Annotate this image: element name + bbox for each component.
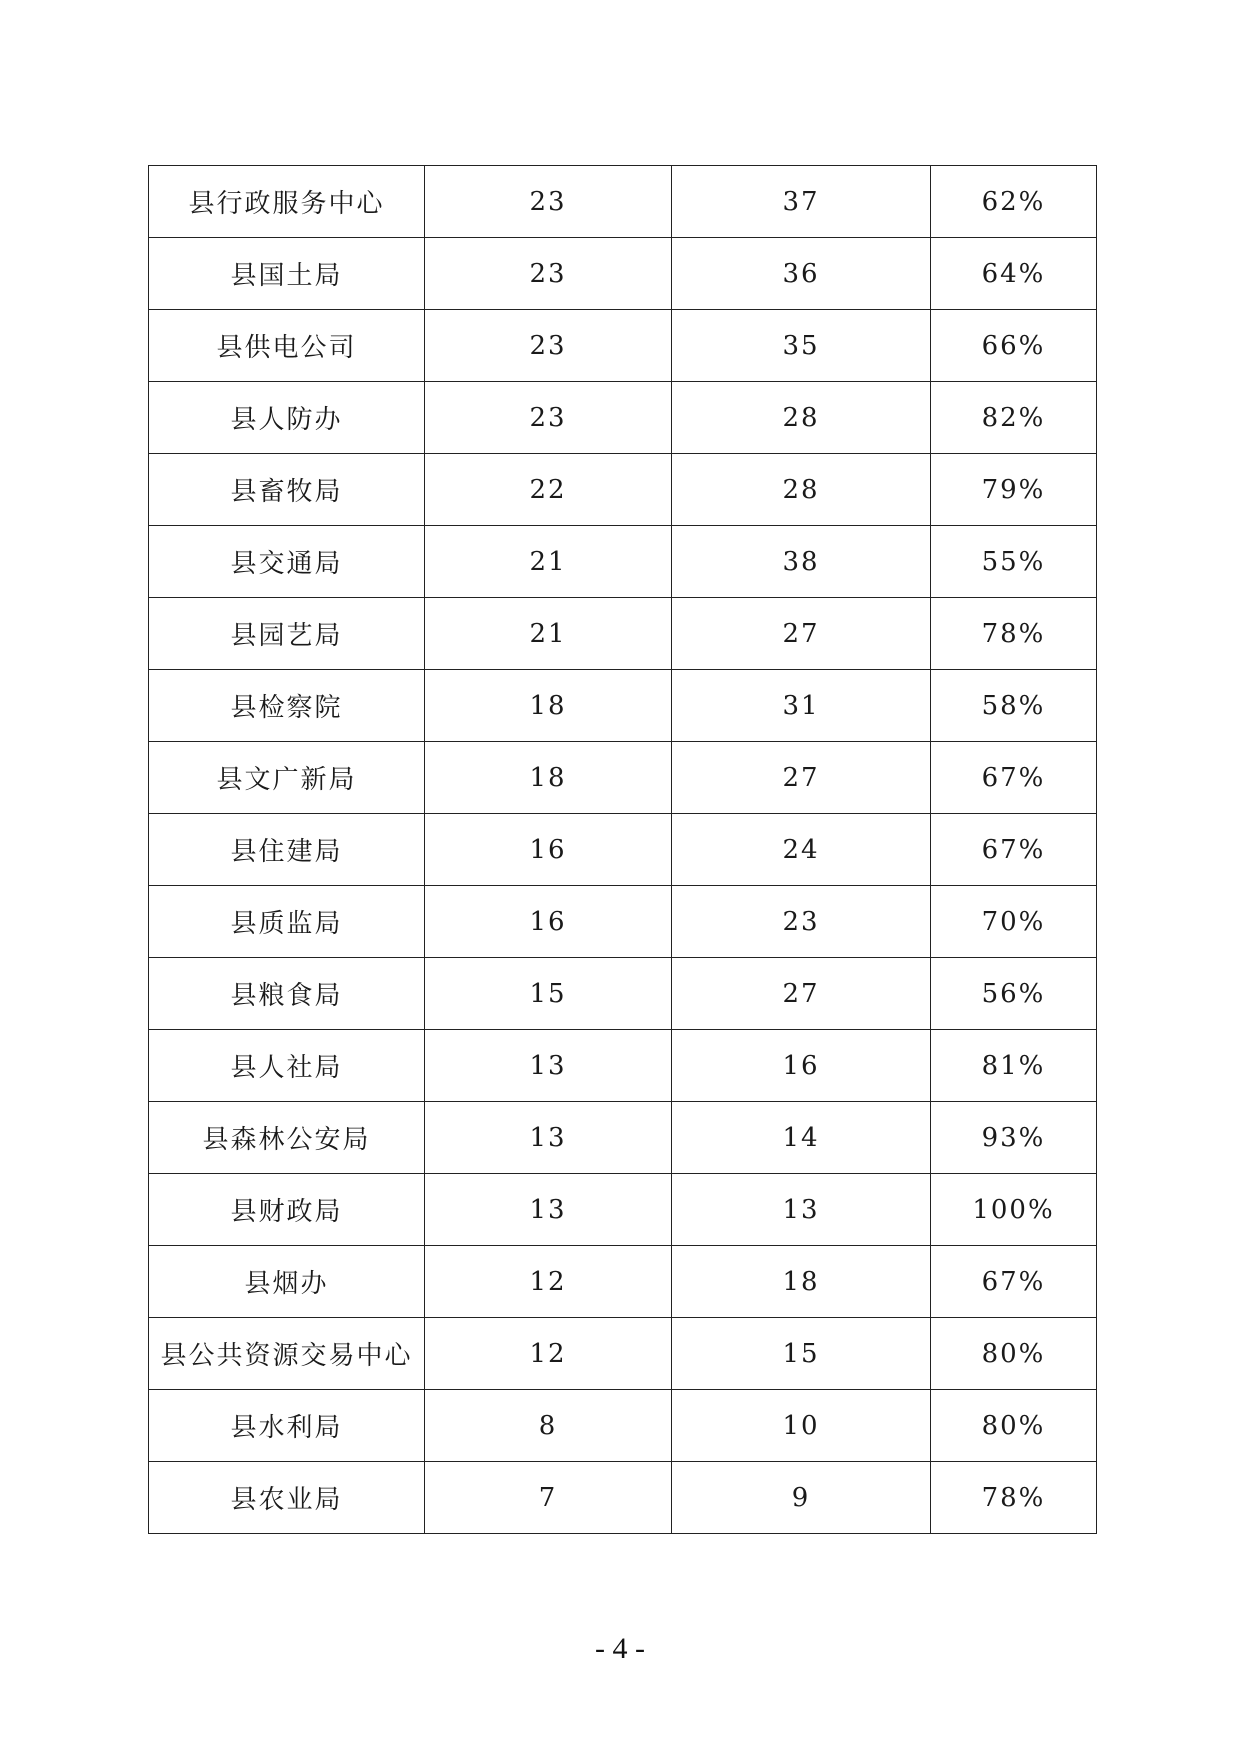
percentage-cell: 82%: [931, 382, 1097, 454]
table-row: [149, 238, 1097, 310]
value-b-cell: 18: [672, 1246, 931, 1318]
unit-name-cell: 县国土局: [149, 238, 425, 310]
value-a-cell: 23: [425, 238, 672, 310]
value-a-cell: 13: [425, 1174, 672, 1246]
percentage-cell: 70%: [931, 886, 1097, 958]
value-b-cell: 27: [672, 958, 931, 1030]
value-b-cell: 38: [672, 526, 931, 598]
percentage-cell: 62%: [931, 166, 1097, 238]
unit-name-cell: 县公共资源交易中心: [149, 1318, 425, 1390]
table-row: [149, 1102, 1097, 1174]
value-a-cell: 18: [425, 670, 672, 742]
value-a-cell: 16: [425, 886, 672, 958]
value-b-cell: 28: [672, 382, 931, 454]
statistics-table: [148, 165, 1097, 1534]
value-b-cell: 28: [672, 454, 931, 526]
table-row: [149, 958, 1097, 1030]
value-a-cell: 18: [425, 742, 672, 814]
table-row: [149, 814, 1097, 886]
value-b-cell: 27: [672, 598, 931, 670]
value-b-cell: 10: [672, 1390, 931, 1462]
table-row: [149, 1462, 1097, 1534]
table-row: [149, 382, 1097, 454]
unit-name-cell: 县文广新局: [149, 742, 425, 814]
table-row: [149, 1390, 1097, 1462]
percentage-cell: 64%: [931, 238, 1097, 310]
unit-name-cell: 县交通局: [149, 526, 425, 598]
value-b-cell: 35: [672, 310, 931, 382]
unit-name-cell: 县农业局: [149, 1462, 425, 1534]
page-number: - 4 -: [595, 1632, 645, 1665]
value-a-cell: 21: [425, 598, 672, 670]
table-row: [149, 598, 1097, 670]
percentage-cell: 56%: [931, 958, 1097, 1030]
table-row: [149, 886, 1097, 958]
unit-name-cell: 县质监局: [149, 886, 425, 958]
value-a-cell: 7: [425, 1462, 672, 1534]
value-a-cell: 13: [425, 1102, 672, 1174]
value-a-cell: 23: [425, 310, 672, 382]
percentage-cell: 100%: [931, 1174, 1097, 1246]
value-b-cell: 15: [672, 1318, 931, 1390]
unit-name-cell: 县粮食局: [149, 958, 425, 1030]
value-a-cell: 22: [425, 454, 672, 526]
value-b-cell: 37: [672, 166, 931, 238]
percentage-cell: 58%: [931, 670, 1097, 742]
unit-name-cell: 县人社局: [149, 1030, 425, 1102]
table-row: [149, 166, 1097, 238]
percentage-cell: 80%: [931, 1318, 1097, 1390]
percentage-cell: 78%: [931, 1462, 1097, 1534]
value-b-cell: 13: [672, 1174, 931, 1246]
unit-name-cell: 县水利局: [149, 1390, 425, 1462]
value-b-cell: 31: [672, 670, 931, 742]
percentage-cell: 93%: [931, 1102, 1097, 1174]
table-row: [149, 454, 1097, 526]
percentage-cell: 67%: [931, 742, 1097, 814]
value-a-cell: 21: [425, 526, 672, 598]
unit-name-cell: 县畜牧局: [149, 454, 425, 526]
table-row: [149, 310, 1097, 382]
value-a-cell: 12: [425, 1318, 672, 1390]
percentage-cell: 55%: [931, 526, 1097, 598]
table-row: [149, 1246, 1097, 1318]
percentage-cell: 81%: [931, 1030, 1097, 1102]
percentage-cell: 79%: [931, 454, 1097, 526]
value-a-cell: 23: [425, 382, 672, 454]
unit-name-cell: 县烟办: [149, 1246, 425, 1318]
table-row: [149, 1318, 1097, 1390]
unit-name-cell: 县行政服务中心: [149, 166, 425, 238]
value-b-cell: 27: [672, 742, 931, 814]
value-a-cell: 13: [425, 1030, 672, 1102]
value-b-cell: 14: [672, 1102, 931, 1174]
value-b-cell: 23: [672, 886, 931, 958]
unit-name-cell: 县住建局: [149, 814, 425, 886]
table-row: [149, 742, 1097, 814]
unit-name-cell: 县检察院: [149, 670, 425, 742]
percentage-cell: 80%: [931, 1390, 1097, 1462]
table-row: [149, 670, 1097, 742]
unit-name-cell: 县人防办: [149, 382, 425, 454]
table-row: [149, 1174, 1097, 1246]
value-a-cell: 8: [425, 1390, 672, 1462]
table-row: [149, 1030, 1097, 1102]
value-b-cell: 9: [672, 1462, 931, 1534]
percentage-cell: 66%: [931, 310, 1097, 382]
value-a-cell: 12: [425, 1246, 672, 1318]
value-a-cell: 16: [425, 814, 672, 886]
unit-name-cell: 县财政局: [149, 1174, 425, 1246]
unit-name-cell: 县供电公司: [149, 310, 425, 382]
percentage-cell: 78%: [931, 598, 1097, 670]
value-b-cell: 36: [672, 238, 931, 310]
value-b-cell: 16: [672, 1030, 931, 1102]
percentage-cell: 67%: [931, 1246, 1097, 1318]
value-a-cell: 15: [425, 958, 672, 1030]
table-row: [149, 526, 1097, 598]
unit-name-cell: 县园艺局: [149, 598, 425, 670]
value-b-cell: 24: [672, 814, 931, 886]
percentage-cell: 67%: [931, 814, 1097, 886]
value-a-cell: 23: [425, 166, 672, 238]
table-body: [149, 166, 1097, 1534]
unit-name-cell: 县森林公安局: [149, 1102, 425, 1174]
